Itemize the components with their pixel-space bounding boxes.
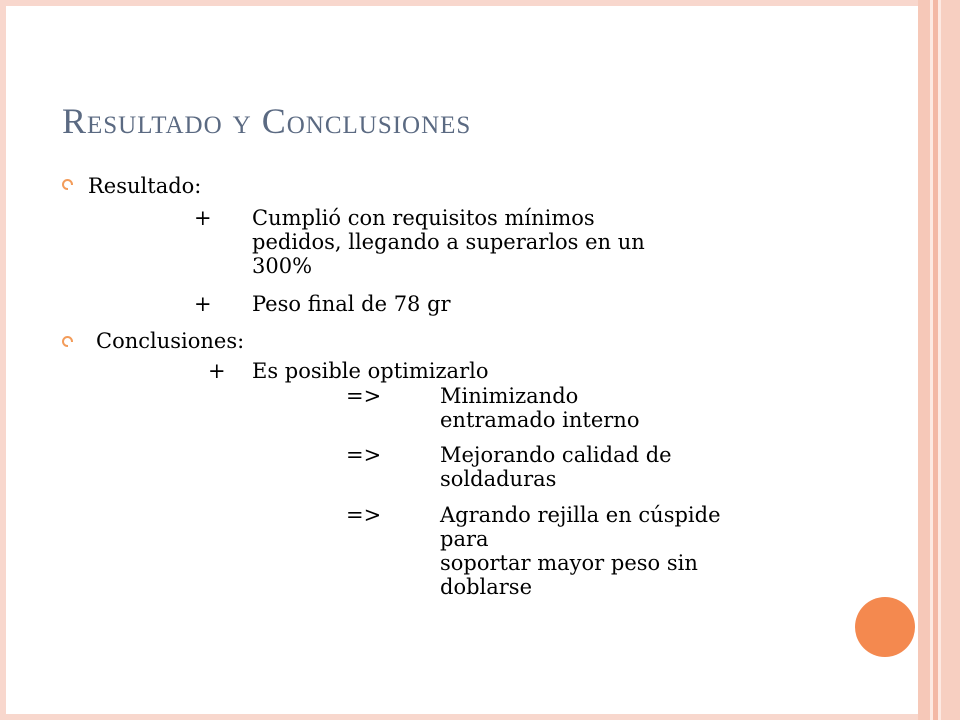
arrow-marker: => — [346, 443, 382, 467]
conclusion-subitem-framework: Minimizando entramado interno — [440, 384, 640, 432]
section-heading-conclusiones: Conclusiones: — [96, 329, 245, 353]
section-heading-resultado: Resultado: — [88, 174, 202, 198]
conclusion-subitem-grid: Agrando rejilla en cúspide para soportar mayor peso sin doblarse — [440, 503, 721, 599]
decorative-circle-icon — [855, 597, 915, 657]
arrow-marker: => — [346, 503, 382, 527]
result-item-requirements: Cumplió con requisitos mínimos pedidos, llegando a superarlos en un 300% — [252, 206, 645, 278]
frame-top-border — [0, 0, 918, 6]
decorative-stripe — [918, 0, 930, 720]
conclusion-subitem-welds: Mejorando calidad de soldaduras — [440, 443, 672, 491]
plus-marker: + — [194, 206, 212, 230]
bullet-icon — [62, 336, 73, 347]
slide-title: Resultado y Conclusiones — [62, 101, 472, 141]
frame-bottom-border — [0, 714, 918, 720]
result-item-weight: Peso final de 78 gr — [252, 292, 451, 316]
plus-marker: + — [194, 292, 212, 316]
arrow-marker: => — [346, 384, 382, 408]
decorative-stripe — [941, 0, 960, 720]
bullet-icon — [62, 179, 73, 190]
frame-left-border — [0, 0, 6, 720]
plus-marker: + — [208, 359, 226, 383]
conclusion-item-optimize: Es posible optimizarlo — [252, 359, 489, 383]
